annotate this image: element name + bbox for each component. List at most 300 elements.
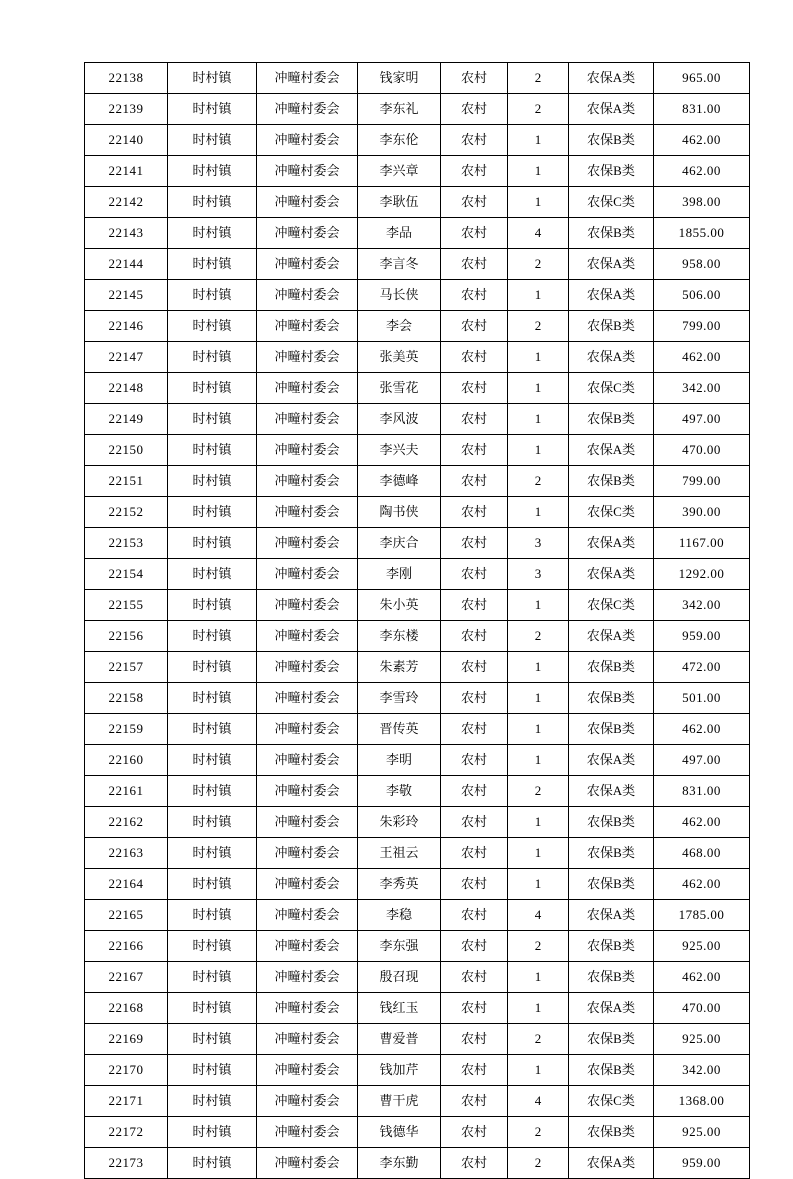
cell-id: 22153 bbox=[85, 528, 168, 559]
cell-id: 22139 bbox=[85, 94, 168, 125]
cell-id: 22169 bbox=[85, 1024, 168, 1055]
cell-village: 冲疃村委会 bbox=[257, 1055, 358, 1086]
cell-town: 时村镇 bbox=[168, 869, 257, 900]
cell-name: 李风波 bbox=[358, 404, 441, 435]
table-container bbox=[84, 62, 725, 1179]
cell-amount: 925.00 bbox=[654, 1024, 750, 1055]
cell-town: 时村镇 bbox=[168, 94, 257, 125]
cell-type: 农村 bbox=[441, 1055, 508, 1086]
cell-village: 冲疃村委会 bbox=[257, 1117, 358, 1148]
cell-amount: 390.00 bbox=[654, 497, 750, 528]
table-row bbox=[85, 745, 750, 776]
table-row bbox=[85, 218, 750, 249]
cell-village: 冲疃村委会 bbox=[257, 714, 358, 745]
cell-town: 时村镇 bbox=[168, 621, 257, 652]
cell-category: 农保B类 bbox=[569, 1024, 654, 1055]
cell-category: 农保B类 bbox=[569, 125, 654, 156]
cell-category: 农保A类 bbox=[569, 342, 654, 373]
cell-amount: 497.00 bbox=[654, 745, 750, 776]
cell-id: 22154 bbox=[85, 559, 168, 590]
cell-id: 22147 bbox=[85, 342, 168, 373]
cell-count: 2 bbox=[508, 94, 569, 125]
cell-village: 冲疃村委会 bbox=[257, 497, 358, 528]
table-row bbox=[85, 869, 750, 900]
cell-town: 时村镇 bbox=[168, 342, 257, 373]
cell-id: 22140 bbox=[85, 125, 168, 156]
table-row bbox=[85, 931, 750, 962]
subsidy-table bbox=[84, 62, 750, 1179]
table-row bbox=[85, 280, 750, 311]
table-row bbox=[85, 342, 750, 373]
cell-type: 农村 bbox=[441, 559, 508, 590]
cell-type: 农村 bbox=[441, 714, 508, 745]
cell-count: 1 bbox=[508, 187, 569, 218]
cell-amount: 462.00 bbox=[654, 869, 750, 900]
cell-name: 李秀英 bbox=[358, 869, 441, 900]
cell-count: 2 bbox=[508, 249, 569, 280]
cell-count: 1 bbox=[508, 590, 569, 621]
cell-count: 1 bbox=[508, 342, 569, 373]
cell-count: 1 bbox=[508, 435, 569, 466]
table-row bbox=[85, 404, 750, 435]
cell-village: 冲疃村委会 bbox=[257, 528, 358, 559]
cell-name: 钱红玉 bbox=[358, 993, 441, 1024]
cell-count: 3 bbox=[508, 528, 569, 559]
cell-type: 农村 bbox=[441, 187, 508, 218]
cell-amount: 1167.00 bbox=[654, 528, 750, 559]
cell-category: 农保A类 bbox=[569, 63, 654, 94]
cell-count: 2 bbox=[508, 776, 569, 807]
cell-id: 22149 bbox=[85, 404, 168, 435]
cell-count: 1 bbox=[508, 745, 569, 776]
cell-town: 时村镇 bbox=[168, 962, 257, 993]
cell-village: 冲疃村委会 bbox=[257, 404, 358, 435]
cell-category: 农保A类 bbox=[569, 249, 654, 280]
cell-category: 农保A类 bbox=[569, 745, 654, 776]
cell-id: 22144 bbox=[85, 249, 168, 280]
cell-type: 农村 bbox=[441, 63, 508, 94]
cell-town: 时村镇 bbox=[168, 1086, 257, 1117]
cell-category: 农保B类 bbox=[569, 156, 654, 187]
cell-category: 农保B类 bbox=[569, 714, 654, 745]
cell-type: 农村 bbox=[441, 869, 508, 900]
cell-town: 时村镇 bbox=[168, 714, 257, 745]
cell-village: 冲疃村委会 bbox=[257, 435, 358, 466]
cell-name: 李兴夫 bbox=[358, 435, 441, 466]
cell-name: 李稳 bbox=[358, 900, 441, 931]
cell-name: 曹爱普 bbox=[358, 1024, 441, 1055]
cell-town: 时村镇 bbox=[168, 156, 257, 187]
cell-amount: 472.00 bbox=[654, 652, 750, 683]
cell-id: 22152 bbox=[85, 497, 168, 528]
cell-town: 时村镇 bbox=[168, 125, 257, 156]
cell-amount: 342.00 bbox=[654, 590, 750, 621]
cell-amount: 831.00 bbox=[654, 776, 750, 807]
cell-name: 李会 bbox=[358, 311, 441, 342]
cell-amount: 959.00 bbox=[654, 1148, 750, 1179]
cell-name: 钱家明 bbox=[358, 63, 441, 94]
cell-count: 2 bbox=[508, 466, 569, 497]
cell-category: 农保B类 bbox=[569, 807, 654, 838]
cell-count: 1 bbox=[508, 280, 569, 311]
cell-name: 李言冬 bbox=[358, 249, 441, 280]
cell-town: 时村镇 bbox=[168, 466, 257, 497]
cell-type: 农村 bbox=[441, 342, 508, 373]
cell-id: 22171 bbox=[85, 1086, 168, 1117]
table-row bbox=[85, 435, 750, 466]
cell-type: 农村 bbox=[441, 652, 508, 683]
cell-village: 冲疃村委会 bbox=[257, 373, 358, 404]
cell-id: 22165 bbox=[85, 900, 168, 931]
cell-town: 时村镇 bbox=[168, 745, 257, 776]
cell-name: 李明 bbox=[358, 745, 441, 776]
cell-category: 农保A类 bbox=[569, 528, 654, 559]
cell-town: 时村镇 bbox=[168, 776, 257, 807]
cell-town: 时村镇 bbox=[168, 900, 257, 931]
cell-type: 农村 bbox=[441, 249, 508, 280]
cell-village: 冲疃村委会 bbox=[257, 838, 358, 869]
cell-type: 农村 bbox=[441, 776, 508, 807]
cell-name: 晋传英 bbox=[358, 714, 441, 745]
cell-amount: 831.00 bbox=[654, 94, 750, 125]
cell-amount: 959.00 bbox=[654, 621, 750, 652]
cell-id: 22173 bbox=[85, 1148, 168, 1179]
cell-village: 冲疃村委会 bbox=[257, 869, 358, 900]
cell-village: 冲疃村委会 bbox=[257, 683, 358, 714]
cell-village: 冲疃村委会 bbox=[257, 962, 358, 993]
cell-name: 李东勤 bbox=[358, 1148, 441, 1179]
cell-type: 农村 bbox=[441, 931, 508, 962]
cell-type: 农村 bbox=[441, 807, 508, 838]
cell-amount: 958.00 bbox=[654, 249, 750, 280]
cell-type: 农村 bbox=[441, 993, 508, 1024]
cell-town: 时村镇 bbox=[168, 590, 257, 621]
cell-type: 农村 bbox=[441, 1086, 508, 1117]
cell-category: 农保A类 bbox=[569, 94, 654, 125]
cell-name: 李品 bbox=[358, 218, 441, 249]
cell-amount: 462.00 bbox=[654, 156, 750, 187]
cell-type: 农村 bbox=[441, 373, 508, 404]
cell-id: 22142 bbox=[85, 187, 168, 218]
cell-name: 李庆合 bbox=[358, 528, 441, 559]
cell-category: 农保A类 bbox=[569, 993, 654, 1024]
cell-count: 4 bbox=[508, 900, 569, 931]
cell-village: 冲疃村委会 bbox=[257, 621, 358, 652]
cell-amount: 925.00 bbox=[654, 1117, 750, 1148]
cell-village: 冲疃村委会 bbox=[257, 931, 358, 962]
table-row bbox=[85, 900, 750, 931]
cell-amount: 342.00 bbox=[654, 373, 750, 404]
cell-id: 22166 bbox=[85, 931, 168, 962]
cell-type: 农村 bbox=[441, 404, 508, 435]
cell-id: 22150 bbox=[85, 435, 168, 466]
table-row bbox=[85, 94, 750, 125]
cell-name: 李耿伍 bbox=[358, 187, 441, 218]
cell-category: 农保B类 bbox=[569, 683, 654, 714]
cell-amount: 965.00 bbox=[654, 63, 750, 94]
cell-village: 冲疃村委会 bbox=[257, 249, 358, 280]
cell-name: 朱素芳 bbox=[358, 652, 441, 683]
cell-count: 1 bbox=[508, 404, 569, 435]
table-row bbox=[85, 63, 750, 94]
table-row bbox=[85, 590, 750, 621]
cell-town: 时村镇 bbox=[168, 1055, 257, 1086]
table-row bbox=[85, 652, 750, 683]
table-row bbox=[85, 838, 750, 869]
cell-id: 22157 bbox=[85, 652, 168, 683]
cell-amount: 497.00 bbox=[654, 404, 750, 435]
cell-type: 农村 bbox=[441, 218, 508, 249]
cell-type: 农村 bbox=[441, 1024, 508, 1055]
cell-amount: 925.00 bbox=[654, 931, 750, 962]
cell-amount: 1785.00 bbox=[654, 900, 750, 931]
cell-village: 冲疃村委会 bbox=[257, 590, 358, 621]
cell-village: 冲疃村委会 bbox=[257, 1086, 358, 1117]
cell-id: 22151 bbox=[85, 466, 168, 497]
cell-town: 时村镇 bbox=[168, 683, 257, 714]
cell-amount: 462.00 bbox=[654, 807, 750, 838]
cell-type: 农村 bbox=[441, 962, 508, 993]
cell-id: 22164 bbox=[85, 869, 168, 900]
cell-count: 2 bbox=[508, 931, 569, 962]
cell-category: 农保B类 bbox=[569, 218, 654, 249]
cell-category: 农保B类 bbox=[569, 404, 654, 435]
cell-count: 2 bbox=[508, 63, 569, 94]
cell-name: 李刚 bbox=[358, 559, 441, 590]
cell-amount: 506.00 bbox=[654, 280, 750, 311]
cell-type: 农村 bbox=[441, 1117, 508, 1148]
cell-count: 2 bbox=[508, 1148, 569, 1179]
cell-id: 22146 bbox=[85, 311, 168, 342]
cell-village: 冲疃村委会 bbox=[257, 1024, 358, 1055]
cell-town: 时村镇 bbox=[168, 1024, 257, 1055]
cell-category: 农保A类 bbox=[569, 559, 654, 590]
cell-name: 李东强 bbox=[358, 931, 441, 962]
cell-category: 农保C类 bbox=[569, 590, 654, 621]
cell-amount: 462.00 bbox=[654, 962, 750, 993]
table-row bbox=[85, 156, 750, 187]
cell-type: 农村 bbox=[441, 125, 508, 156]
cell-name: 马长侠 bbox=[358, 280, 441, 311]
cell-village: 冲疃村委会 bbox=[257, 559, 358, 590]
table-body bbox=[85, 63, 750, 1179]
cell-village: 冲疃村委会 bbox=[257, 466, 358, 497]
cell-name: 朱小英 bbox=[358, 590, 441, 621]
cell-count: 1 bbox=[508, 714, 569, 745]
cell-name: 李德峰 bbox=[358, 466, 441, 497]
cell-amount: 468.00 bbox=[654, 838, 750, 869]
table-row bbox=[85, 683, 750, 714]
table-row bbox=[85, 714, 750, 745]
cell-count: 1 bbox=[508, 156, 569, 187]
cell-town: 时村镇 bbox=[168, 63, 257, 94]
cell-id: 22155 bbox=[85, 590, 168, 621]
cell-village: 冲疃村委会 bbox=[257, 900, 358, 931]
cell-town: 时村镇 bbox=[168, 404, 257, 435]
cell-name: 李兴章 bbox=[358, 156, 441, 187]
cell-village: 冲疃村委会 bbox=[257, 218, 358, 249]
table-row bbox=[85, 1148, 750, 1179]
cell-town: 时村镇 bbox=[168, 435, 257, 466]
cell-type: 农村 bbox=[441, 497, 508, 528]
cell-category: 农保C类 bbox=[569, 497, 654, 528]
cell-count: 2 bbox=[508, 1117, 569, 1148]
table-row bbox=[85, 621, 750, 652]
cell-name: 陶书侠 bbox=[358, 497, 441, 528]
table-row bbox=[85, 993, 750, 1024]
cell-id: 22148 bbox=[85, 373, 168, 404]
cell-id: 22158 bbox=[85, 683, 168, 714]
cell-count: 1 bbox=[508, 125, 569, 156]
cell-town: 时村镇 bbox=[168, 931, 257, 962]
cell-town: 时村镇 bbox=[168, 187, 257, 218]
cell-village: 冲疃村委会 bbox=[257, 94, 358, 125]
cell-count: 2 bbox=[508, 1024, 569, 1055]
cell-category: 农保A类 bbox=[569, 280, 654, 311]
cell-town: 时村镇 bbox=[168, 1117, 257, 1148]
cell-count: 1 bbox=[508, 869, 569, 900]
table-row bbox=[85, 249, 750, 280]
table-row bbox=[85, 1055, 750, 1086]
table-row bbox=[85, 528, 750, 559]
cell-type: 农村 bbox=[441, 94, 508, 125]
cell-count: 1 bbox=[508, 652, 569, 683]
cell-town: 时村镇 bbox=[168, 838, 257, 869]
cell-name: 李东礼 bbox=[358, 94, 441, 125]
cell-id: 22161 bbox=[85, 776, 168, 807]
cell-town: 时村镇 bbox=[168, 559, 257, 590]
cell-town: 时村镇 bbox=[168, 373, 257, 404]
cell-type: 农村 bbox=[441, 156, 508, 187]
table-row bbox=[85, 187, 750, 218]
cell-village: 冲疃村委会 bbox=[257, 156, 358, 187]
table-row bbox=[85, 1117, 750, 1148]
cell-category: 农保C类 bbox=[569, 373, 654, 404]
cell-village: 冲疃村委会 bbox=[257, 652, 358, 683]
cell-category: 农保B类 bbox=[569, 652, 654, 683]
cell-amount: 470.00 bbox=[654, 435, 750, 466]
cell-id: 22170 bbox=[85, 1055, 168, 1086]
cell-count: 2 bbox=[508, 311, 569, 342]
cell-type: 农村 bbox=[441, 590, 508, 621]
cell-name: 曹干虎 bbox=[358, 1086, 441, 1117]
cell-type: 农村 bbox=[441, 435, 508, 466]
cell-category: 农保B类 bbox=[569, 466, 654, 497]
cell-id: 22143 bbox=[85, 218, 168, 249]
cell-category: 农保B类 bbox=[569, 311, 654, 342]
cell-count: 1 bbox=[508, 807, 569, 838]
cell-town: 时村镇 bbox=[168, 280, 257, 311]
cell-id: 22162 bbox=[85, 807, 168, 838]
cell-type: 农村 bbox=[441, 621, 508, 652]
cell-count: 1 bbox=[508, 993, 569, 1024]
cell-category: 农保A类 bbox=[569, 435, 654, 466]
cell-village: 冲疃村委会 bbox=[257, 280, 358, 311]
cell-type: 农村 bbox=[441, 311, 508, 342]
cell-village: 冲疃村委会 bbox=[257, 125, 358, 156]
table-row bbox=[85, 373, 750, 404]
cell-category: 农保C类 bbox=[569, 187, 654, 218]
cell-name: 钱德华 bbox=[358, 1117, 441, 1148]
cell-name: 王祖云 bbox=[358, 838, 441, 869]
cell-id: 22138 bbox=[85, 63, 168, 94]
cell-town: 时村镇 bbox=[168, 218, 257, 249]
cell-type: 农村 bbox=[441, 683, 508, 714]
cell-id: 22141 bbox=[85, 156, 168, 187]
cell-category: 农保C类 bbox=[569, 1086, 654, 1117]
cell-village: 冲疃村委会 bbox=[257, 807, 358, 838]
cell-name: 朱彩玲 bbox=[358, 807, 441, 838]
cell-amount: 462.00 bbox=[654, 342, 750, 373]
cell-amount: 1855.00 bbox=[654, 218, 750, 249]
cell-village: 冲疃村委会 bbox=[257, 1148, 358, 1179]
cell-count: 1 bbox=[508, 683, 569, 714]
cell-amount: 1368.00 bbox=[654, 1086, 750, 1117]
cell-name: 钱加芹 bbox=[358, 1055, 441, 1086]
cell-town: 时村镇 bbox=[168, 652, 257, 683]
table-row bbox=[85, 466, 750, 497]
cell-count: 1 bbox=[508, 1055, 569, 1086]
cell-count: 1 bbox=[508, 838, 569, 869]
cell-category: 农保B类 bbox=[569, 838, 654, 869]
cell-count: 1 bbox=[508, 962, 569, 993]
cell-id: 22160 bbox=[85, 745, 168, 776]
cell-count: 2 bbox=[508, 621, 569, 652]
cell-amount: 470.00 bbox=[654, 993, 750, 1024]
cell-category: 农保A类 bbox=[569, 621, 654, 652]
cell-count: 3 bbox=[508, 559, 569, 590]
cell-category: 农保A类 bbox=[569, 1148, 654, 1179]
table-row bbox=[85, 962, 750, 993]
cell-count: 1 bbox=[508, 373, 569, 404]
table-row bbox=[85, 311, 750, 342]
cell-name: 张雪花 bbox=[358, 373, 441, 404]
cell-village: 冲疃村委会 bbox=[257, 342, 358, 373]
cell-amount: 1292.00 bbox=[654, 559, 750, 590]
cell-category: 农保B类 bbox=[569, 931, 654, 962]
cell-category: 农保A类 bbox=[569, 900, 654, 931]
cell-id: 22167 bbox=[85, 962, 168, 993]
cell-id: 22159 bbox=[85, 714, 168, 745]
cell-count: 4 bbox=[508, 1086, 569, 1117]
cell-category: 农保A类 bbox=[569, 776, 654, 807]
cell-amount: 799.00 bbox=[654, 311, 750, 342]
cell-id: 22172 bbox=[85, 1117, 168, 1148]
cell-category: 农保B类 bbox=[569, 869, 654, 900]
cell-town: 时村镇 bbox=[168, 497, 257, 528]
cell-town: 时村镇 bbox=[168, 1148, 257, 1179]
cell-amount: 398.00 bbox=[654, 187, 750, 218]
cell-village: 冲疃村委会 bbox=[257, 745, 358, 776]
cell-name: 张美英 bbox=[358, 342, 441, 373]
cell-name: 李敬 bbox=[358, 776, 441, 807]
cell-name: 李东伦 bbox=[358, 125, 441, 156]
cell-name: 李雪玲 bbox=[358, 683, 441, 714]
cell-town: 时村镇 bbox=[168, 993, 257, 1024]
cell-amount: 799.00 bbox=[654, 466, 750, 497]
cell-type: 农村 bbox=[441, 900, 508, 931]
cell-type: 农村 bbox=[441, 528, 508, 559]
cell-village: 冲疃村委会 bbox=[257, 311, 358, 342]
cell-name: 殷召现 bbox=[358, 962, 441, 993]
cell-amount: 342.00 bbox=[654, 1055, 750, 1086]
cell-type: 农村 bbox=[441, 466, 508, 497]
cell-town: 时村镇 bbox=[168, 311, 257, 342]
cell-town: 时村镇 bbox=[168, 528, 257, 559]
table-row bbox=[85, 559, 750, 590]
cell-type: 农村 bbox=[441, 1148, 508, 1179]
cell-village: 冲疃村委会 bbox=[257, 993, 358, 1024]
